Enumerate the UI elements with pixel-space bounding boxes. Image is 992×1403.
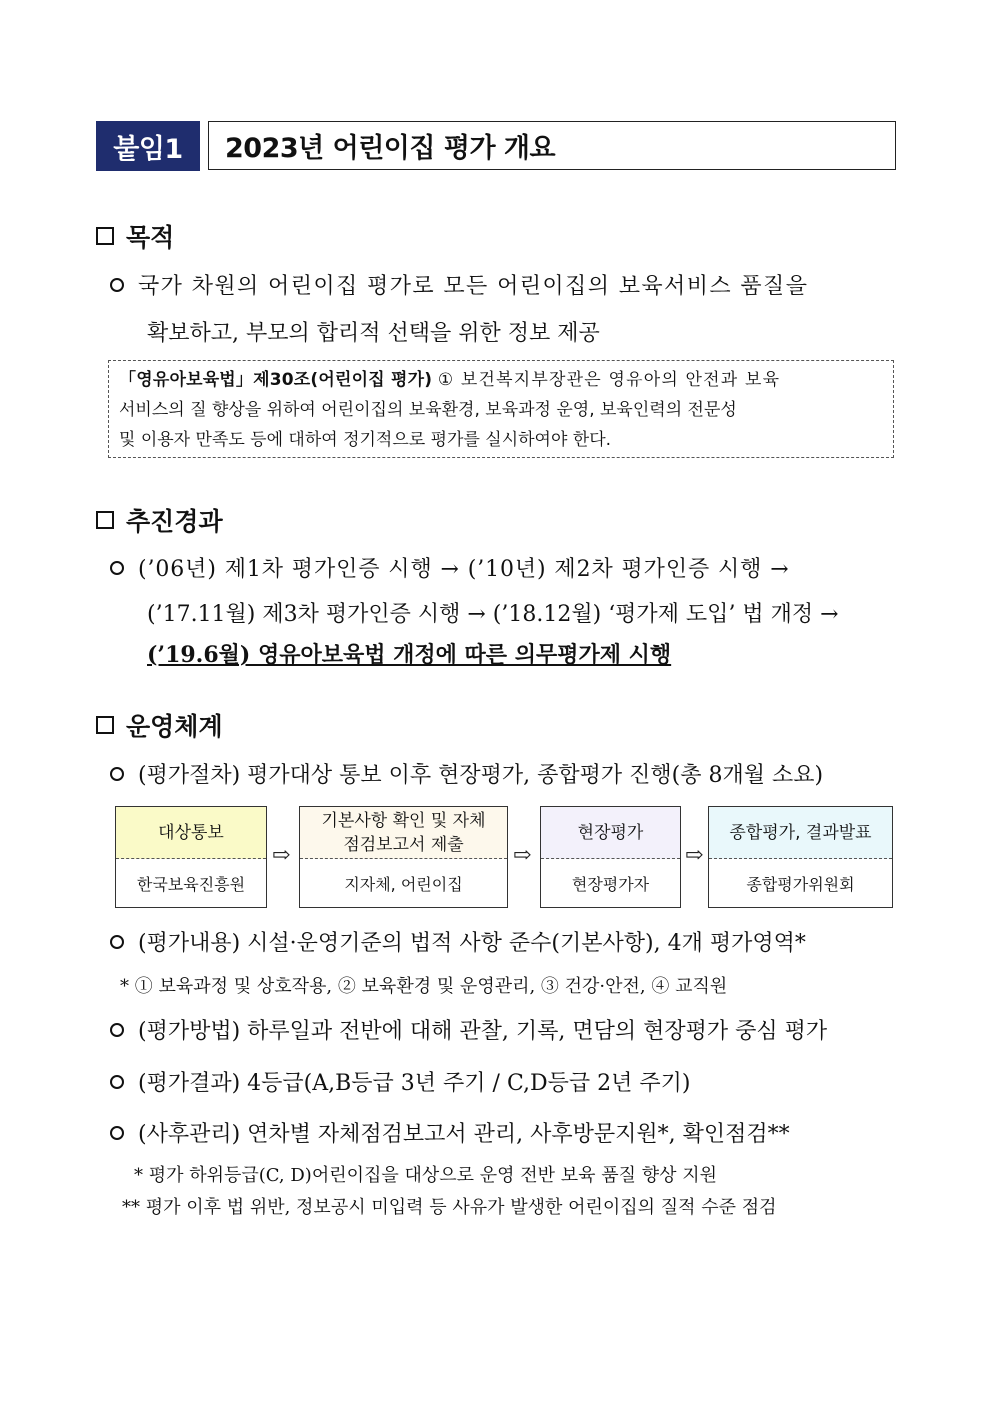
flow-step-title: 기본사항 확인 및 자체점검보고서 제출: [300, 807, 507, 859]
circle-bullet-icon: [110, 1075, 124, 1089]
bullet-text: (평가내용) 시설·운영기준의 법적 사항 준수(기본사항), 4개 평가영역*: [138, 931, 806, 956]
bullet-text: (사후관리) 연차별 자체점검보고서 관리, 사후방문지원*, 확인점검**: [138, 1122, 790, 1147]
circle-bullet-icon: [110, 1023, 124, 1037]
purpose-bullet-continued: 확보하고, 부모의 합리적 선택을 위한 정보 제공: [147, 321, 600, 346]
section-history: [96, 502, 223, 538]
law-title: 「영유아보육법」제30조(어린이집 평가): [119, 370, 433, 390]
bullet-text: (평가방법) 하루일과 전반에 대해 관찰, 기록, 면담의 현장평가 중심 평가: [138, 1019, 828, 1044]
law-text: 및 이용자 만족도 등에 대하여 정기적으로 평가를 실시하여야 한다.: [119, 430, 612, 450]
flow-step-1: [115, 806, 267, 908]
followup-bullet: [110, 1114, 790, 1156]
right-arrow-icon: ⇨: [513, 843, 532, 868]
flow-step-4: [708, 806, 893, 908]
content-footnote: * ① 보육과정 및 상호작용, ② 보육환경 및 운영관리, ③ 건강·안전, ④ 교직원: [120, 976, 728, 997]
purpose-bullet: [110, 266, 808, 308]
flow-step-actor: 현장평가자: [571, 874, 650, 894]
flow-step-title: 현장평가: [541, 807, 680, 859]
flow-step-3: [540, 806, 681, 908]
section-heading: 운영체계: [126, 712, 223, 741]
procedure-bullet: [110, 755, 823, 797]
law-text: ① 보건복지부장관은 영유아의 안전과 보육: [437, 370, 781, 390]
history-bullet-continued: (’17.11월) 제3차 평가인증 시행 → (’18.12월) ‘평가제 도입’ 법 개정 →: [147, 602, 839, 627]
followup-footnote-2: ** 평가 이후 법 위반, 정보공시 미입력 등 사유가 발생한 어린이집의 질적 수준 점검: [122, 1197, 777, 1218]
checkbox-square-icon: [96, 716, 114, 734]
law-quote-box: [108, 360, 894, 458]
circle-bullet-icon: [110, 278, 124, 292]
bullet-text: (평가절차) 평가대상 통보 이후 현장평가, 종합평가 진행(총 8개월 소요): [138, 763, 824, 788]
followup-footnote-1: * 평가 하위등급(C, D)어린이집을 대상으로 운영 전반 보육 품질 향상 지원: [134, 1165, 718, 1186]
attachment-badge: 붙임1: [96, 121, 200, 171]
history-highlight: (’19.6월) 영유아보육법 개정에 따른 의무평가제 시행: [147, 642, 672, 668]
history-bullet: [110, 549, 790, 591]
flow-step-actor: 한국보육진흥원: [136, 874, 246, 894]
flow-step-2: [299, 806, 508, 908]
circle-bullet-icon: [110, 1126, 124, 1140]
flow-step-title: 대상통보: [116, 807, 266, 859]
bullet-text: (’06년) 제1차 평가인증 시행 → (’10년) 제2차 평가인증 시행 →: [138, 557, 790, 582]
right-arrow-icon: ⇨: [272, 843, 291, 868]
checkbox-square-icon: [96, 227, 114, 245]
flow-step-actor: 지자체, 어린이집: [344, 874, 463, 894]
method-bullet: [110, 1011, 827, 1053]
right-arrow-icon: ⇨: [685, 843, 704, 868]
checkbox-square-icon: [96, 511, 114, 529]
result-bullet: [110, 1063, 690, 1105]
bullet-text: (평가결과) 4등급(A,B등급 3년 주기 / C,D등급 2년 주기): [138, 1071, 691, 1096]
flow-step-actor: 종합평가위원회: [746, 874, 855, 894]
bullet-text: 국가 차원의 어린이집 평가로 모든 어린이집의 보육서비스 품질을: [138, 274, 809, 299]
law-text: 서비스의 질 향상을 위하여 어린이집의 보육환경, 보육과정 운영, 보육인력의 전문성: [119, 400, 737, 420]
section-operation: [96, 707, 223, 743]
flow-step-title: 종합평가, 결과발표: [709, 807, 892, 859]
page-title: 2023년 어린이집 평가 개요: [208, 121, 896, 170]
circle-bullet-icon: [110, 767, 124, 781]
content-bullet: [110, 923, 806, 965]
circle-bullet-icon: [110, 935, 124, 949]
section-heading: 추진경과: [126, 507, 223, 536]
circle-bullet-icon: [110, 561, 124, 575]
section-purpose: [96, 218, 174, 254]
section-heading: 목적: [126, 223, 175, 252]
